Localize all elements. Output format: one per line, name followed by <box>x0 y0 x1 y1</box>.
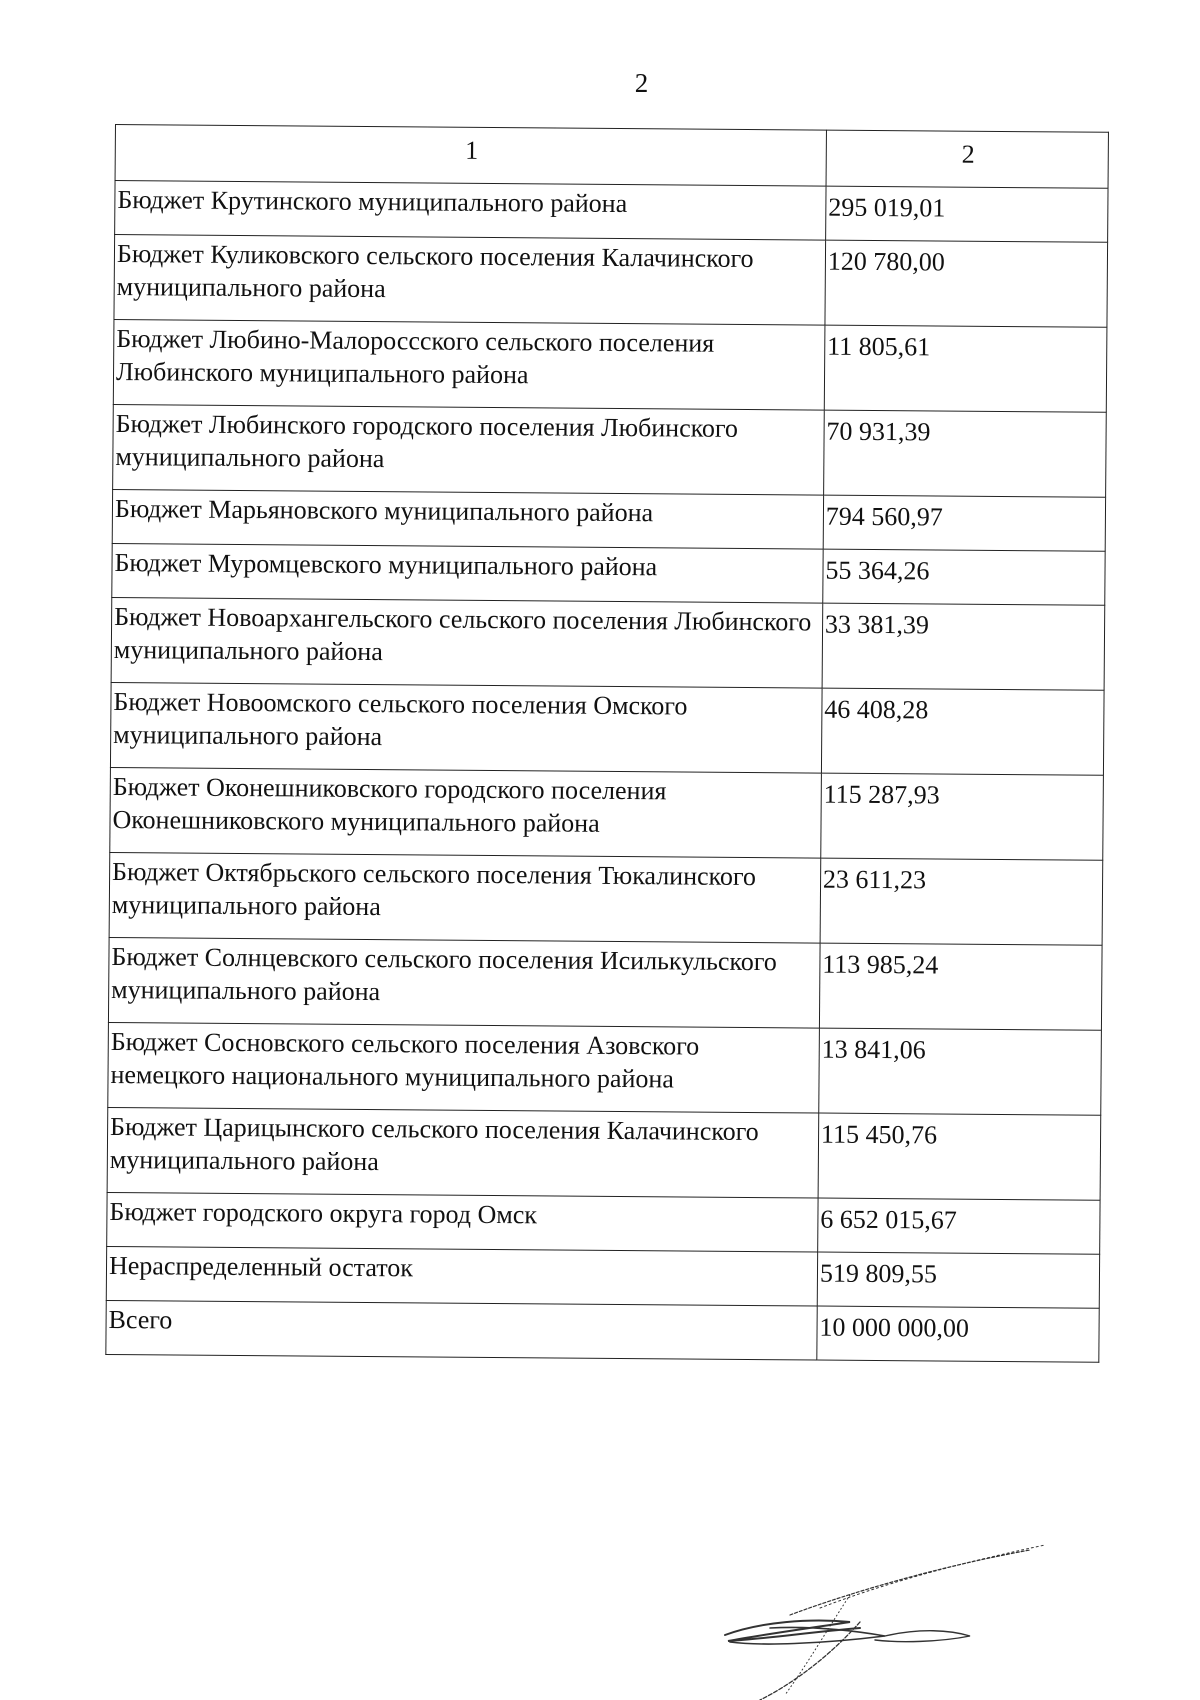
table-row <box>107 1107 1101 1200</box>
table-header-row <box>115 125 1108 189</box>
amount-cell: 115 450,76 <box>818 1113 1101 1200</box>
amount-cell: 23 611,23 <box>820 858 1103 945</box>
signature-image <box>700 1360 1050 1700</box>
amount-cell: 113 985,24 <box>819 943 1102 1030</box>
budget-name-cell: Бюджет Сосновского сельского поселения Азовского немецкого национального муниципального района <box>108 1022 820 1113</box>
budget-name-cell: Бюджет Крутинского муниципального района <box>115 181 826 241</box>
budget-name-cell: Бюджет Любино-Малороссского сельского поселения Любинского муниципального района <box>113 319 825 410</box>
table-row <box>108 1022 1102 1115</box>
amount-cell: 33 381,39 <box>822 603 1105 690</box>
amount-cell: 794 560,97 <box>823 495 1106 551</box>
table-row <box>115 181 1108 243</box>
table-row <box>112 543 1105 605</box>
budget-name-cell: Нераспределенный остаток <box>106 1246 817 1306</box>
amount-cell: 519 809,55 <box>817 1252 1100 1308</box>
budget-name-cell: Бюджет Царицынского сельского поселения Калачинского муниципального района <box>107 1107 819 1198</box>
amount-cell: 11 805,61 <box>824 325 1107 412</box>
table-row <box>106 1246 1099 1308</box>
budget-distribution-table <box>105 124 1109 1363</box>
table-row <box>109 852 1103 945</box>
amount-cell: 70 931,39 <box>823 410 1106 497</box>
budget-name-cell: Бюджет Марьяновского муниципального района <box>112 489 823 549</box>
budget-name-cell: Бюджет Муромцевского муниципального района <box>112 543 823 603</box>
amount-cell: 295 019,01 <box>826 186 1109 242</box>
budget-name-cell: Бюджет Октябрьского сельского поселения Тюкалинского муниципального района <box>109 852 821 943</box>
budget-name-cell: Бюджет Любинского городского поселения Любинского муниципального района <box>113 404 825 495</box>
budget-name-cell: Бюджет Оконешниковского городского поселения Оконешниковского муниципального района <box>110 767 822 858</box>
amount-cell: 46 408,28 <box>821 688 1104 775</box>
total-label-cell: Всего <box>106 1300 817 1360</box>
table-row <box>110 767 1104 860</box>
table-row <box>110 682 1104 775</box>
amount-cell: 6 652 015,67 <box>818 1198 1101 1254</box>
table-row <box>112 489 1105 551</box>
column-header-1: 1 <box>115 125 826 187</box>
table-row <box>113 404 1107 497</box>
total-amount-cell: 10 000 000,00 <box>817 1306 1100 1362</box>
column-header-2: 2 <box>826 130 1109 188</box>
table-row <box>111 597 1105 690</box>
table-row <box>114 235 1108 328</box>
budget-name-cell: Бюджет Куликовского сельского поселения Калачинского муниципального района <box>114 235 826 326</box>
table-total-row <box>106 1300 1099 1362</box>
budget-name-cell: Бюджет городского округа город Омск <box>107 1192 818 1252</box>
table-row <box>113 319 1107 412</box>
amount-cell: 13 841,06 <box>819 1028 1102 1115</box>
amount-cell: 115 287,93 <box>821 773 1104 860</box>
table-row <box>107 1192 1100 1254</box>
table-row <box>108 937 1102 1030</box>
budget-name-cell: Бюджет Новоомского сельского поселения Омского муниципального района <box>110 682 822 773</box>
budget-name-cell: Бюджет Солнцевского сельского поселения Исилькульского муниципального района <box>108 937 820 1028</box>
budget-name-cell: Бюджет Новоархангельского сельского поселения Любинского муниципального района <box>111 597 823 688</box>
amount-cell: 120 780,00 <box>825 240 1108 327</box>
amount-cell: 55 364,26 <box>823 549 1106 605</box>
page-number: 2 <box>634 68 649 98</box>
